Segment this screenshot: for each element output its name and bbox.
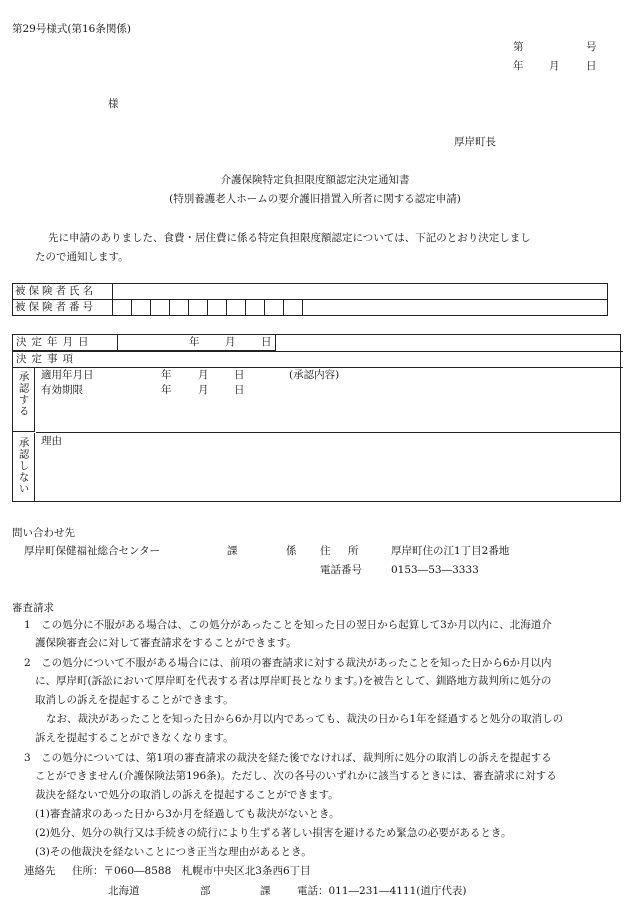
contact-kakari: 係 bbox=[286, 545, 297, 557]
review-contact-address: 住所：〒060―8588 札幌市中央区北3条西6丁目 bbox=[72, 865, 311, 877]
valid-period-label: 有効期限 bbox=[41, 384, 83, 396]
contact-phone: 0153―53―3333 bbox=[391, 564, 479, 576]
doc-number-suffix: 号 bbox=[586, 41, 597, 53]
contact-address-label: 住 所 bbox=[320, 545, 359, 557]
review-bu: 部 bbox=[200, 885, 211, 897]
review-p3-line2: ことができません(介護保険法第196条)。ただし、次の各号のいずれかに該当するときには、審査請求に対する bbox=[35, 770, 557, 782]
number-digit-box[interactable] bbox=[151, 300, 170, 315]
apply-year: 年 bbox=[161, 369, 172, 381]
intro-line-1: 先に申請のありました、食費・居住費に係る特定負担限度額認定については、下記のとおり決定しまし bbox=[48, 232, 531, 244]
doc-number-prefix: 第 bbox=[513, 41, 524, 53]
contact-address: 厚岸町住の江1丁目2番地 bbox=[391, 545, 510, 557]
number-digit-box[interactable] bbox=[189, 300, 208, 315]
apply-month: 月 bbox=[198, 369, 209, 381]
insured-name-field[interactable] bbox=[113, 284, 608, 300]
decision-day: 日 bbox=[261, 336, 272, 348]
approve-label: 承認する bbox=[17, 371, 30, 417]
number-digit-box[interactable] bbox=[227, 300, 246, 315]
number-digit-box[interactable] bbox=[170, 300, 189, 315]
review-tel: 電話：011―231―4111(道庁代表) bbox=[297, 885, 467, 897]
review-p2b-line1: なお、裁決があったことを知った日から6か月以内であっても、裁決の日から1年を経過すると処分の取消しの bbox=[46, 713, 564, 725]
date-year: 年 bbox=[513, 60, 524, 72]
contact-ka: 課 bbox=[227, 545, 238, 557]
deny-label: 承認しない bbox=[17, 437, 30, 495]
date-month: 月 bbox=[549, 60, 560, 72]
review-pref: 北海道 bbox=[108, 885, 140, 897]
valid-year: 年 bbox=[161, 384, 172, 396]
review-p2-line2: に、厚岸町(訴訟において厚岸町を代表する者は厚岸町長となります。)を被告として、釧路地方裁判所に処分の bbox=[35, 675, 552, 687]
review-ka: 課 bbox=[260, 885, 271, 897]
reason-label: 理由 bbox=[41, 435, 62, 447]
valid-day: 日 bbox=[234, 384, 245, 396]
review-p1-line2: 護保険審査会に対して審査請求をすることができます。 bbox=[35, 637, 297, 649]
review-p1-line1: 1 この処分に不服がある場合は、この処分があったことを知った日の翌日から起算して3か月以内に、北海道介 bbox=[24, 619, 552, 631]
intro-line-2: たので通知します。 bbox=[35, 251, 129, 263]
review-p2b-line2: 訴えを提起することができなくなります。 bbox=[35, 732, 234, 744]
review-p3-line1: 3 この処分については、第1項の審査請求の裁決を経た後でなければ、裁判所に処分の取消しの訴えを提起する bbox=[24, 752, 552, 764]
approve-content-cell[interactable] bbox=[36, 367, 620, 433]
number-digit-box[interactable] bbox=[113, 300, 132, 315]
number-digit-box[interactable] bbox=[265, 300, 284, 315]
review-item-2: (2)処分、処分の執行又は手続きの続行により生ずる著しい損害を避けるため緊急の必要があるとき。 bbox=[35, 827, 512, 839]
approve-label-cell bbox=[13, 367, 35, 432]
number-digit-box[interactable] bbox=[132, 300, 151, 315]
insured-table bbox=[12, 283, 608, 316]
decision-date-label: 決定年月日 bbox=[13, 335, 118, 351]
review-item-3: (3)その他裁決を経ないことにつき正当な理由があるとき。 bbox=[35, 846, 312, 858]
date-day: 日 bbox=[586, 60, 597, 72]
decision-date-field[interactable] bbox=[117, 335, 276, 351]
deny-label-cell bbox=[13, 433, 35, 501]
insured-number-label: 被保険者番号 bbox=[13, 300, 113, 316]
form-number: 第29号様式(第16条関係) bbox=[12, 23, 131, 35]
issuer: 厚岸町長 bbox=[454, 136, 496, 148]
number-digit-box[interactable] bbox=[284, 300, 303, 315]
addressee-suffix: 様 bbox=[108, 98, 119, 110]
decision-table bbox=[12, 334, 621, 502]
number-digit-box[interactable] bbox=[208, 300, 227, 315]
review-heading: 審査請求 bbox=[12, 602, 54, 614]
decision-month: 月 bbox=[225, 336, 236, 348]
apply-day: 日 bbox=[234, 369, 245, 381]
number-digit-box[interactable] bbox=[246, 300, 265, 315]
contact-phone-label: 電話番号 bbox=[320, 564, 362, 576]
valid-month: 月 bbox=[198, 384, 209, 396]
approval-content-label: (承認内容) bbox=[289, 369, 340, 381]
document-title: 介護保険特定負担限度額認定決定通知書 bbox=[220, 174, 410, 186]
decision-matters-label: 決定事項 bbox=[13, 351, 623, 368]
deny-content-cell[interactable] bbox=[36, 433, 620, 501]
document-subtitle: (特別養護老人ホームの要介護旧措置入所者に関する認定申請) bbox=[169, 193, 461, 205]
review-item-1: (1)審査請求のあった日から3か月を経過しても裁決がないとき。 bbox=[35, 808, 340, 820]
apply-date-label: 適用年月日 bbox=[41, 369, 94, 381]
insured-name-label: 被保険者氏名 bbox=[13, 284, 113, 300]
review-p3-line3: 裁決を経ないで処分の取消しの訴えを提起することができます。 bbox=[35, 789, 339, 801]
decision-year: 年 bbox=[189, 336, 200, 348]
review-p2-line3: 取消しの訴えを提起することができます。 bbox=[35, 694, 234, 706]
review-p2-line1: 2 この処分について不服がある場合には、前項の審査請求に対する裁決があったことを知った日から6か月以内 bbox=[24, 657, 552, 669]
contact-heading: 問い合わせ先 bbox=[12, 527, 75, 539]
contact-center: 厚岸町保健福祉総合センター bbox=[24, 545, 161, 557]
review-contact-label: 連絡先 bbox=[24, 865, 56, 877]
